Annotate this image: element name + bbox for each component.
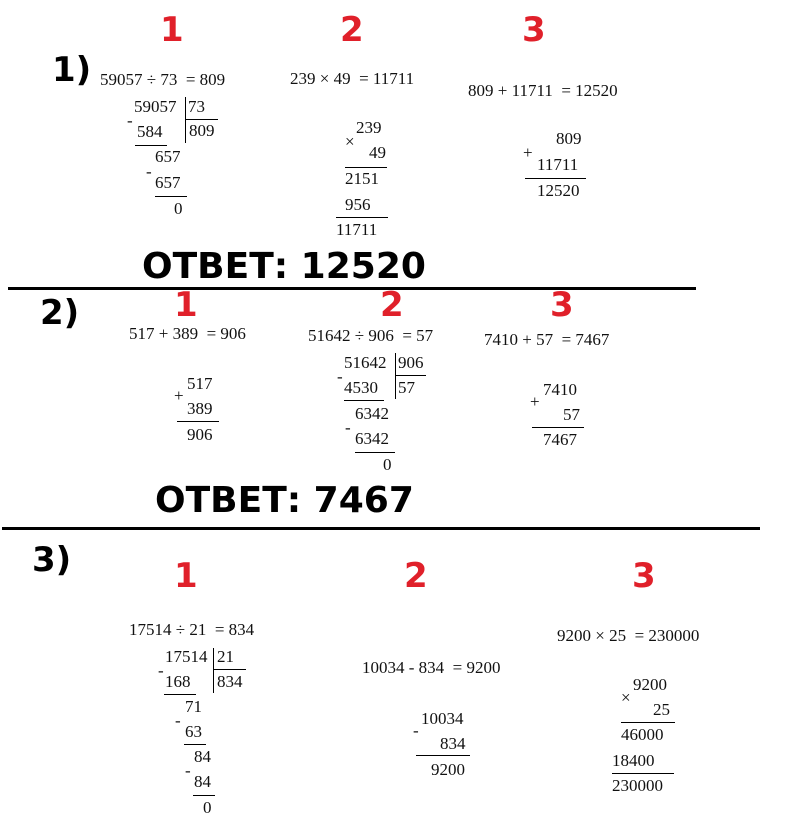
quotient: 834 [217,672,243,691]
remainder: 0 [174,199,183,218]
subtrahend: 168 [165,672,191,691]
partial-dividend: 6342 [355,404,389,423]
section-3-label: 3) [32,540,72,580]
minus-sign: - [158,661,164,680]
multiply-sign: × [621,688,631,707]
subtrahend: 84 [194,772,211,791]
sum: 12520 [537,181,580,200]
minus-sign: - [345,418,351,437]
partial-dividend: 71 [185,697,202,716]
sum: 906 [187,425,213,444]
equation-3: 9200 × 25 = 230000 [557,626,700,645]
multiply-sign: × [345,132,355,151]
section-divider [8,287,696,290]
partial-product: 18400 [612,751,655,770]
minus-sign: - [127,111,133,130]
minus-sign: - [175,711,181,730]
addend-a: 7410 [543,380,577,399]
difference: 9200 [431,760,465,779]
sum: 7467 [543,430,577,449]
minuend: 10034 [421,709,464,728]
plus-sign: + [174,386,184,405]
divisor: 21 [217,647,234,666]
equation-2: 10034 - 834 = 9200 [362,658,501,677]
minus-sign: - [413,721,419,740]
equation-1: 59057 ÷ 73 = 809 [100,70,226,89]
addend-b: 11711 [537,155,579,174]
product: 230000 [612,776,663,795]
addend-a: 809 [556,129,582,148]
step-2-label: 2 [404,556,428,596]
step-3-label: 3 [550,285,574,325]
addend-b: 57 [563,405,580,424]
plus-sign: + [523,143,533,162]
partial-product: 46000 [621,725,664,744]
step-3-label: 3 [632,556,656,596]
section-divider [2,527,760,530]
subtrahend: 63 [185,722,202,741]
minus-sign: - [146,162,152,181]
step-2-label: 2 [380,285,404,325]
quotient: 57 [398,378,415,397]
addend-a: 517 [187,374,213,393]
section-2-label: 2) [40,293,80,333]
operand-a: 239 [356,118,382,137]
equation-1: 517 + 389 = 906 [129,324,246,343]
step-1-label: 1 [160,10,184,50]
subtrahend: 834 [440,734,466,753]
operand-a: 9200 [633,675,667,694]
plus-sign: + [530,392,540,411]
step-1-label: 1 [174,285,198,325]
product: 11711 [336,220,378,239]
partial-product: 2151 [345,169,379,188]
divisor: 73 [188,97,205,116]
operand-b: 25 [653,700,670,719]
dividend: 59057 [134,97,177,116]
partial-product: 956 [345,195,371,214]
partial-dividend: 84 [194,747,211,766]
step-1-label: 1 [174,556,198,596]
partial-dividend: 657 [155,147,181,166]
addend-b: 389 [187,399,213,418]
equation-3: 7410 + 57 = 7467 [484,330,610,349]
equation-2: 239 × 49 = 11711 [290,69,415,88]
minus-sign: - [337,367,343,386]
step-3-label: 3 [522,10,546,50]
quotient: 809 [189,121,215,140]
subtrahend: 4530 [344,378,378,397]
equation-2: 51642 ÷ 906 = 57 [308,326,434,345]
dividend: 51642 [344,353,387,372]
equation-1: 17514 ÷ 21 = 834 [129,620,255,639]
dividend: 17514 [165,647,208,666]
subtrahend: 584 [137,122,163,141]
subtrahend: 6342 [355,429,389,448]
remainder: 0 [383,455,392,474]
operand-b: 49 [369,143,386,162]
remainder: 0 [203,798,212,817]
minus-sign: - [185,761,191,780]
step-2-label: 2 [340,10,364,50]
subtrahend: 657 [155,173,181,192]
divisor: 906 [398,353,424,372]
section-1-label: 1) [52,50,92,90]
answer: ОТВЕТ: 12520 [142,246,426,287]
answer: ОТВЕТ: 7467 [155,480,414,521]
equation-3: 809 + 11711 = 12520 [468,81,618,100]
